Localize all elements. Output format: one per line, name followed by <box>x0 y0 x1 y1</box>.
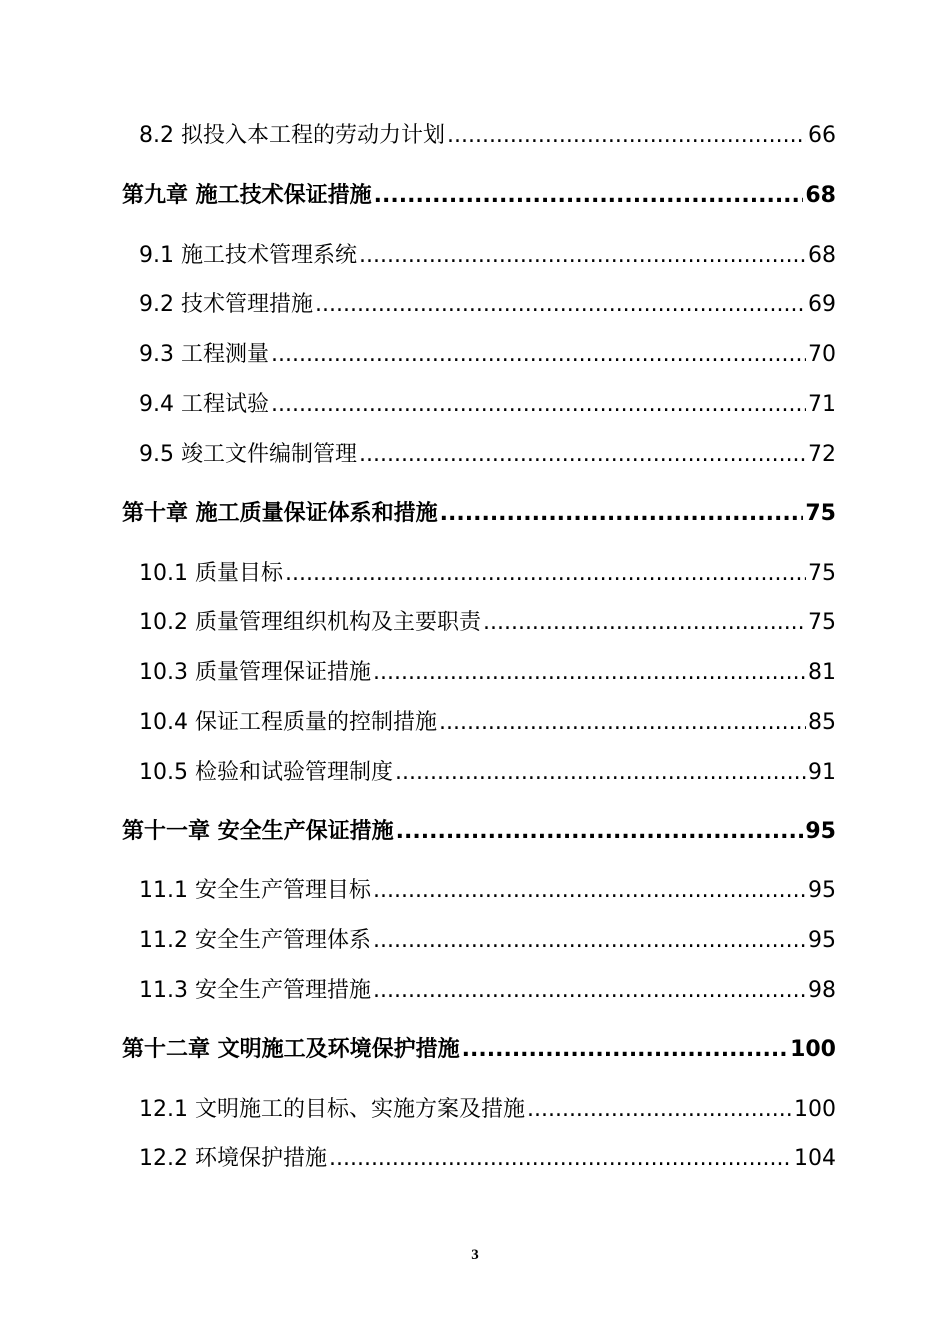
toc-chapter-11[interactable] <box>122 817 836 847</box>
toc-entry-9-4[interactable] <box>139 390 836 420</box>
toc-dot-leader <box>439 708 806 738</box>
toc-dot-leader <box>271 340 806 370</box>
toc-entry-12-1[interactable] <box>139 1095 836 1125</box>
toc-entry-label: 11.2 安全生产管理体系 <box>139 928 371 953</box>
toc-entry-page: 81 <box>808 660 836 685</box>
toc-entry-9-5[interactable] <box>139 440 836 470</box>
toc-entry-10-1[interactable] <box>139 559 836 589</box>
toc-entry-page: 98 <box>808 978 836 1003</box>
toc-dot-leader <box>396 817 804 847</box>
toc-chapter-page: 95 <box>805 819 836 844</box>
toc-entry-page: 69 <box>808 292 836 317</box>
toc-chapter-label: 第十章 施工质量保证体系和措施 <box>122 501 438 526</box>
toc-chapter-label: 第九章 施工技术保证措施 <box>122 183 372 208</box>
toc-entry-page: 95 <box>808 878 836 903</box>
toc-chapter-12[interactable] <box>122 1035 836 1065</box>
toc-entry-10-4[interactable] <box>139 708 836 738</box>
toc-entry-label: 9.1 施工技术管理系统 <box>139 243 357 268</box>
toc-entry-page: 75 <box>808 561 836 586</box>
toc-entry-label: 9.5 竣工文件编制管理 <box>139 442 357 467</box>
toc-dot-leader <box>395 758 806 788</box>
toc-entry-10-5[interactable] <box>139 758 836 788</box>
toc-entry-page: 104 <box>794 1146 836 1171</box>
toc-entry-11-2[interactable] <box>139 926 836 956</box>
toc-chapter-page: 75 <box>805 501 836 526</box>
toc-dot-leader <box>373 658 806 688</box>
toc-dot-leader <box>440 499 804 529</box>
toc-entry-page: 95 <box>808 928 836 953</box>
toc-dot-leader <box>373 926 806 956</box>
toc-entry-page: 85 <box>808 710 836 735</box>
toc-entry-12-2[interactable] <box>139 1144 836 1174</box>
toc-dot-leader <box>373 976 806 1006</box>
toc-entry-8-2[interactable] <box>139 121 836 151</box>
toc-dot-leader <box>447 121 806 151</box>
toc-chapter-label: 第十一章 安全生产保证措施 <box>122 819 394 844</box>
toc-dot-leader <box>373 876 806 906</box>
toc-dot-leader <box>271 390 806 420</box>
toc-dot-leader <box>359 440 806 470</box>
toc-dot-leader <box>527 1095 792 1125</box>
toc-chapter-page: 100 <box>790 1037 836 1062</box>
toc-entry-page: 68 <box>808 243 836 268</box>
toc-entry-page: 75 <box>808 610 836 635</box>
toc-entry-label: 12.1 文明施工的目标、实施方案及措施 <box>139 1097 525 1122</box>
toc-entry-label: 9.4 工程试验 <box>139 392 269 417</box>
toc-dot-leader <box>285 559 806 589</box>
toc-entry-page: 70 <box>808 342 836 367</box>
toc-chapter-label: 第十二章 文明施工及环境保护措施 <box>122 1037 460 1062</box>
toc-entry-label: 11.1 安全生产管理目标 <box>139 878 371 903</box>
toc-dot-leader <box>329 1144 792 1174</box>
toc-entry-page: 91 <box>808 760 836 785</box>
toc-entry-label: 9.3 工程测量 <box>139 342 269 367</box>
toc-entry-page: 71 <box>808 392 836 417</box>
toc-entry-9-1[interactable] <box>139 241 836 271</box>
toc-entry-label: 11.3 安全生产管理措施 <box>139 978 371 1003</box>
toc-entry-label: 12.2 环境保护措施 <box>139 1146 327 1171</box>
toc-dot-leader <box>462 1035 788 1065</box>
toc-entry-page: 66 <box>808 123 836 148</box>
toc-entry-11-1[interactable] <box>139 876 836 906</box>
toc-dot-leader <box>374 181 804 211</box>
toc-dot-leader <box>315 290 806 320</box>
toc-dot-leader <box>359 241 806 271</box>
toc-chapter-10[interactable] <box>122 499 836 529</box>
page-number: 3 <box>471 1247 479 1263</box>
toc-dot-leader <box>483 608 806 638</box>
toc-entry-page: 100 <box>794 1097 836 1122</box>
toc-entry-9-2[interactable] <box>139 290 836 320</box>
toc-entry-label: 10.4 保证工程质量的控制措施 <box>139 710 437 735</box>
toc-entry-label: 10.2 质量管理组织机构及主要职责 <box>139 610 481 635</box>
toc-entry-label: 9.2 技术管理措施 <box>139 292 313 317</box>
toc-entry-11-3[interactable] <box>139 976 836 1006</box>
toc-chapter-9[interactable] <box>122 181 836 211</box>
toc-chapter-page: 68 <box>805 183 836 208</box>
toc-entry-label: 10.5 检验和试验管理制度 <box>139 760 393 785</box>
toc-entry-label: 10.3 质量管理保证措施 <box>139 660 371 685</box>
toc-entry-10-3[interactable] <box>139 658 836 688</box>
toc-entry-label: 8.2 拟投入本工程的劳动力计划 <box>139 123 445 148</box>
toc-entry-label: 10.1 质量目标 <box>139 561 283 586</box>
toc-entry-page: 72 <box>808 442 836 467</box>
toc-entry-10-2[interactable] <box>139 608 836 638</box>
toc-entry-9-3[interactable] <box>139 340 836 370</box>
